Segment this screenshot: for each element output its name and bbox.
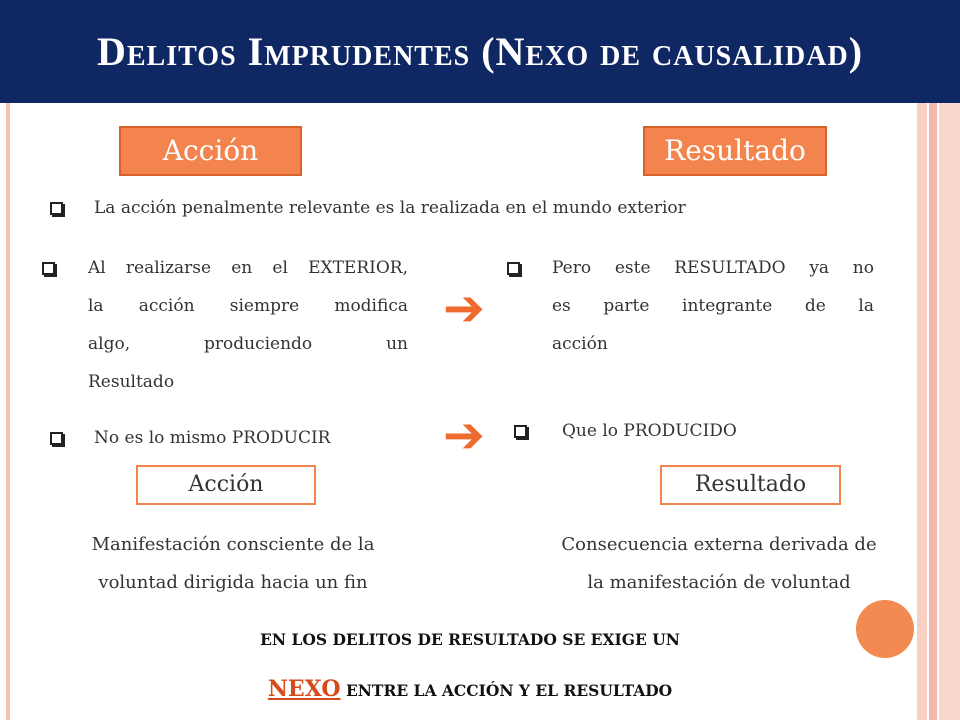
resultado-box: Resultado — [660, 465, 841, 505]
left-block-line: Al realizarse en el EXTERIOR, — [88, 258, 408, 278]
no-es-text: No es lo mismo PRODUCIR — [94, 428, 331, 448]
accion-box: Acción — [136, 465, 316, 505]
resultado-tag: Resultado — [643, 126, 827, 176]
que-lo-text: Que lo PRODUCIDO — [562, 421, 737, 441]
right-decorative-stripe — [929, 103, 937, 720]
right-block-line: acción — [552, 334, 608, 354]
accion-tag: Acción — [119, 126, 302, 176]
right-block — [552, 249, 874, 363]
footer-line-1: EN LOS DELITOS DE RESULTADO SE EXIGE UN — [260, 630, 680, 649]
left-block-line: Resultado — [88, 372, 175, 392]
checkbox-bullet-icon — [507, 262, 520, 275]
left-block — [88, 249, 408, 401]
nexo-emphasis: NEXO — [267, 676, 341, 702]
left-block-line: algo, produciendo un — [88, 334, 408, 354]
intro-text: La acción penalmente relevante es la realizada en el mundo exterior — [94, 198, 686, 218]
left-block-line: la acción siempre modifica — [88, 296, 408, 316]
right-arrow-icon: ➔ — [443, 279, 485, 337]
right-decorative-stripe — [939, 103, 960, 720]
checkbox-bullet-icon — [50, 432, 63, 445]
checkbox-bullet-icon — [514, 425, 527, 438]
checkbox-bullet-icon — [42, 262, 55, 275]
decorative-circle — [856, 600, 914, 658]
accion-definition-line: Manifestación consciente de la — [91, 534, 375, 555]
right-block-line: Pero este RESULTADO ya no — [552, 258, 874, 278]
left-decorative-stripe — [6, 103, 10, 720]
resultado-definition-line: Consecuencia externa derivada de — [561, 534, 877, 555]
page-title: Delitos Imprudentes (Nexo de causalidad) — [96, 29, 864, 74]
accion-definition-line: voluntad dirigida hacia un fin — [98, 572, 368, 593]
resultado-definition-line: la manifestación de voluntad — [587, 572, 851, 593]
right-arrow-icon: ➔ — [443, 406, 485, 464]
resultado-definition — [520, 526, 918, 602]
footer-line-2 — [0, 676, 950, 702]
right-decorative-stripe — [917, 103, 927, 720]
footer-line-2-text: ENTRE LA ACCIÓN Y EL RESULTADO — [345, 681, 673, 700]
checkbox-bullet-icon — [50, 202, 63, 215]
accion-definition — [40, 526, 426, 602]
right-block-line: es parte integrante de la — [552, 296, 874, 316]
